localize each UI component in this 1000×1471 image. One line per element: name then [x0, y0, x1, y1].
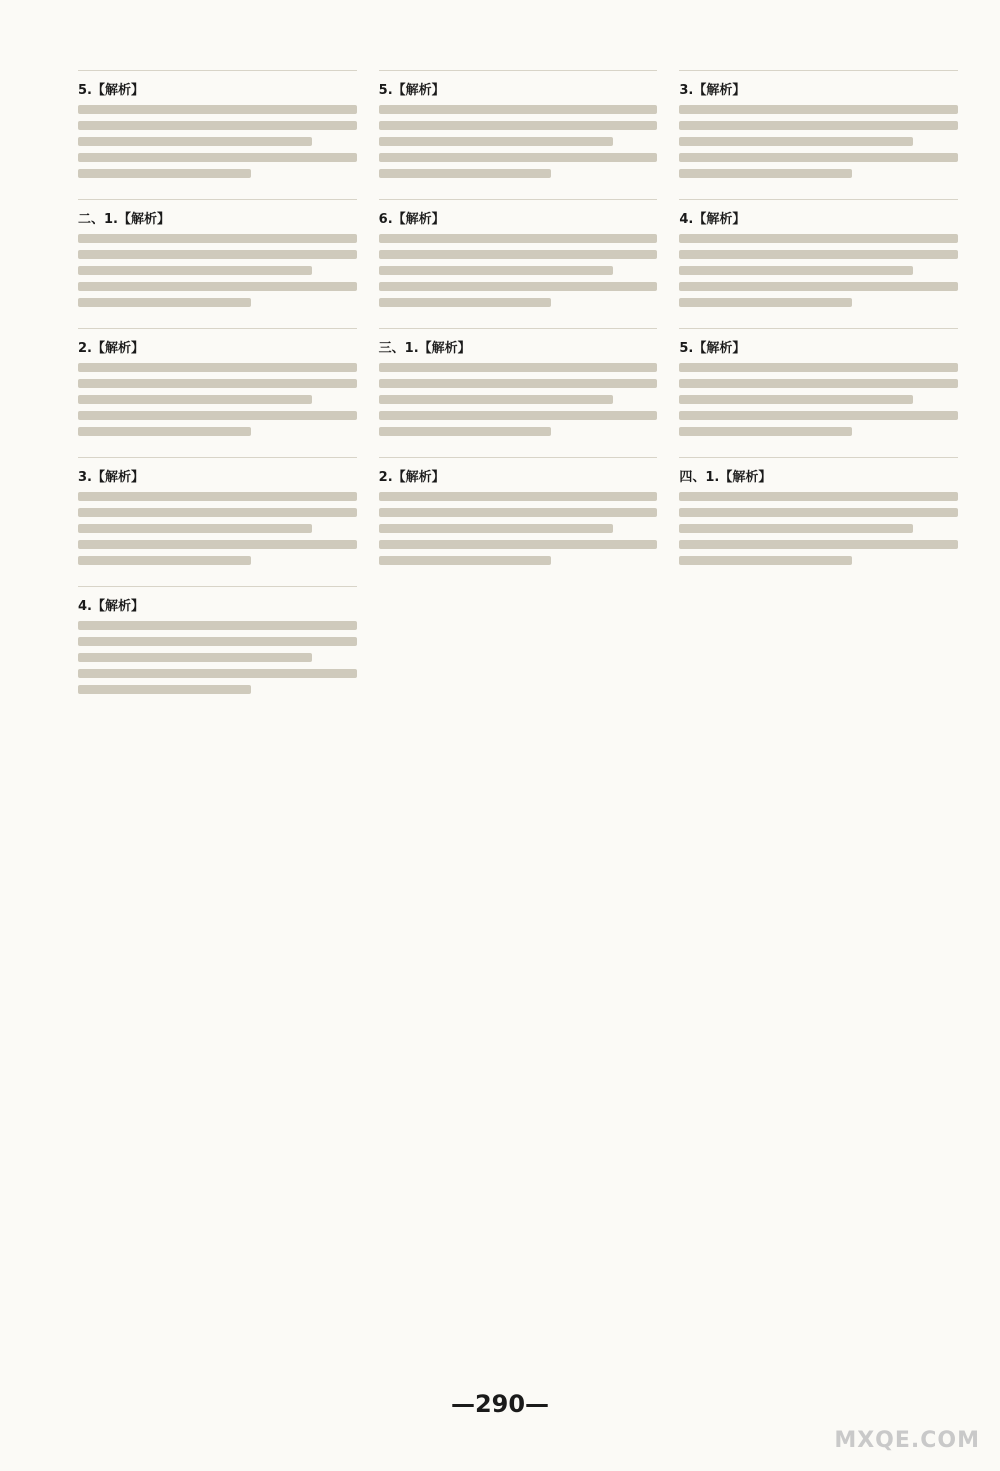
- answer-block: [78, 457, 357, 572]
- text-line-placeholder: [78, 669, 357, 678]
- text-line-placeholder: [379, 121, 658, 130]
- text-line-placeholder: [78, 411, 357, 420]
- text-line-placeholder: [78, 363, 357, 372]
- text-line-placeholder: [679, 556, 852, 565]
- text-line-placeholder: [78, 524, 312, 533]
- text-line-placeholder: [78, 492, 357, 501]
- text-line-placeholder: [679, 234, 958, 243]
- answer-block: [679, 199, 958, 314]
- text-line-placeholder: [78, 395, 312, 404]
- text-line-placeholder: [679, 379, 958, 388]
- text-line-placeholder: [679, 508, 958, 517]
- text-line-placeholder: [679, 524, 913, 533]
- page-number: —290—: [450, 1390, 550, 1418]
- text-line-placeholder: [78, 169, 251, 178]
- text-line-placeholder: [679, 282, 958, 291]
- answer-label: 5.【解析】: [679, 341, 746, 356]
- answer-label: 6.【解析】: [378, 212, 445, 227]
- answer-label: 5.【解析】: [378, 83, 445, 98]
- column-1: [78, 70, 357, 1380]
- answer-label: 二、1.【解析】: [78, 212, 170, 227]
- text-line-placeholder: [78, 105, 357, 114]
- text-line-placeholder: [379, 169, 552, 178]
- text-line-placeholder: [679, 153, 958, 162]
- answer-block: [679, 457, 958, 572]
- text-line-placeholder: [78, 427, 251, 436]
- answer-label: 3.【解析】: [679, 83, 746, 98]
- answer-label: 三、1.【解析】: [378, 341, 471, 356]
- text-line-placeholder: [78, 637, 357, 646]
- answer-block: [78, 328, 357, 443]
- text-line-placeholder: [679, 540, 958, 549]
- answer-label: 5.【解析】: [78, 83, 144, 98]
- text-line-placeholder: [78, 121, 357, 130]
- text-line-placeholder: [78, 234, 357, 243]
- answer-label: 2.【解析】: [78, 341, 144, 356]
- answer-block: [679, 328, 958, 443]
- answer-block: [78, 586, 357, 701]
- text-line-placeholder: [379, 298, 552, 307]
- text-line-placeholder: [679, 395, 913, 404]
- text-line-placeholder: [379, 153, 658, 162]
- text-line-placeholder: [679, 266, 913, 275]
- answer-block: [78, 70, 357, 185]
- text-line-placeholder: [78, 282, 357, 291]
- text-line-placeholder: [78, 653, 312, 662]
- text-line-placeholder: [379, 266, 613, 275]
- text-line-placeholder: [78, 685, 251, 694]
- text-line-placeholder: [679, 492, 958, 501]
- column-3: [679, 70, 958, 1380]
- text-line-placeholder: [679, 169, 852, 178]
- column-2: [379, 70, 658, 1380]
- answer-label: 2.【解析】: [378, 470, 445, 485]
- answer-block: [379, 199, 658, 314]
- text-line-placeholder: [679, 137, 913, 146]
- text-line-placeholder: [379, 508, 658, 517]
- text-line-placeholder: [679, 427, 852, 436]
- text-line-placeholder: [78, 556, 251, 565]
- text-line-placeholder: [379, 137, 613, 146]
- text-line-placeholder: [78, 153, 357, 162]
- text-line-placeholder: [78, 508, 357, 517]
- text-line-placeholder: [679, 105, 958, 114]
- watermark: MXQE.COM: [834, 1428, 980, 1453]
- text-line-placeholder: [78, 266, 312, 275]
- text-line-placeholder: [78, 540, 357, 549]
- text-line-placeholder: [379, 427, 552, 436]
- text-line-placeholder: [78, 379, 357, 388]
- text-line-placeholder: [379, 282, 658, 291]
- answer-label: 4.【解析】: [679, 212, 746, 227]
- text-line-placeholder: [379, 395, 613, 404]
- answer-block: [379, 457, 658, 572]
- text-line-placeholder: [679, 121, 958, 130]
- text-line-placeholder: [679, 298, 852, 307]
- answer-label: 4.【解析】: [78, 599, 144, 614]
- text-line-placeholder: [679, 411, 958, 420]
- text-line-placeholder: [78, 621, 357, 630]
- text-line-placeholder: [379, 492, 658, 501]
- text-line-placeholder: [379, 234, 658, 243]
- text-line-placeholder: [679, 363, 958, 372]
- text-line-placeholder: [379, 105, 658, 114]
- text-line-placeholder: [379, 379, 658, 388]
- answer-block: [379, 70, 658, 185]
- text-line-placeholder: [379, 250, 658, 259]
- answer-block: [679, 70, 958, 185]
- text-line-placeholder: [679, 250, 958, 259]
- text-line-placeholder: [379, 411, 658, 420]
- text-columns: [78, 70, 958, 1380]
- text-line-placeholder: [379, 524, 613, 533]
- text-line-placeholder: [379, 540, 658, 549]
- answer-block: [78, 199, 357, 314]
- answer-label: 3.【解析】: [78, 470, 144, 485]
- document-page: [78, 70, 958, 1380]
- text-line-placeholder: [379, 556, 552, 565]
- text-line-placeholder: [78, 137, 312, 146]
- text-line-placeholder: [379, 363, 658, 372]
- text-line-placeholder: [78, 298, 251, 307]
- answer-label: 四、1.【解析】: [679, 470, 772, 485]
- text-line-placeholder: [78, 250, 357, 259]
- answer-block: [379, 328, 658, 443]
